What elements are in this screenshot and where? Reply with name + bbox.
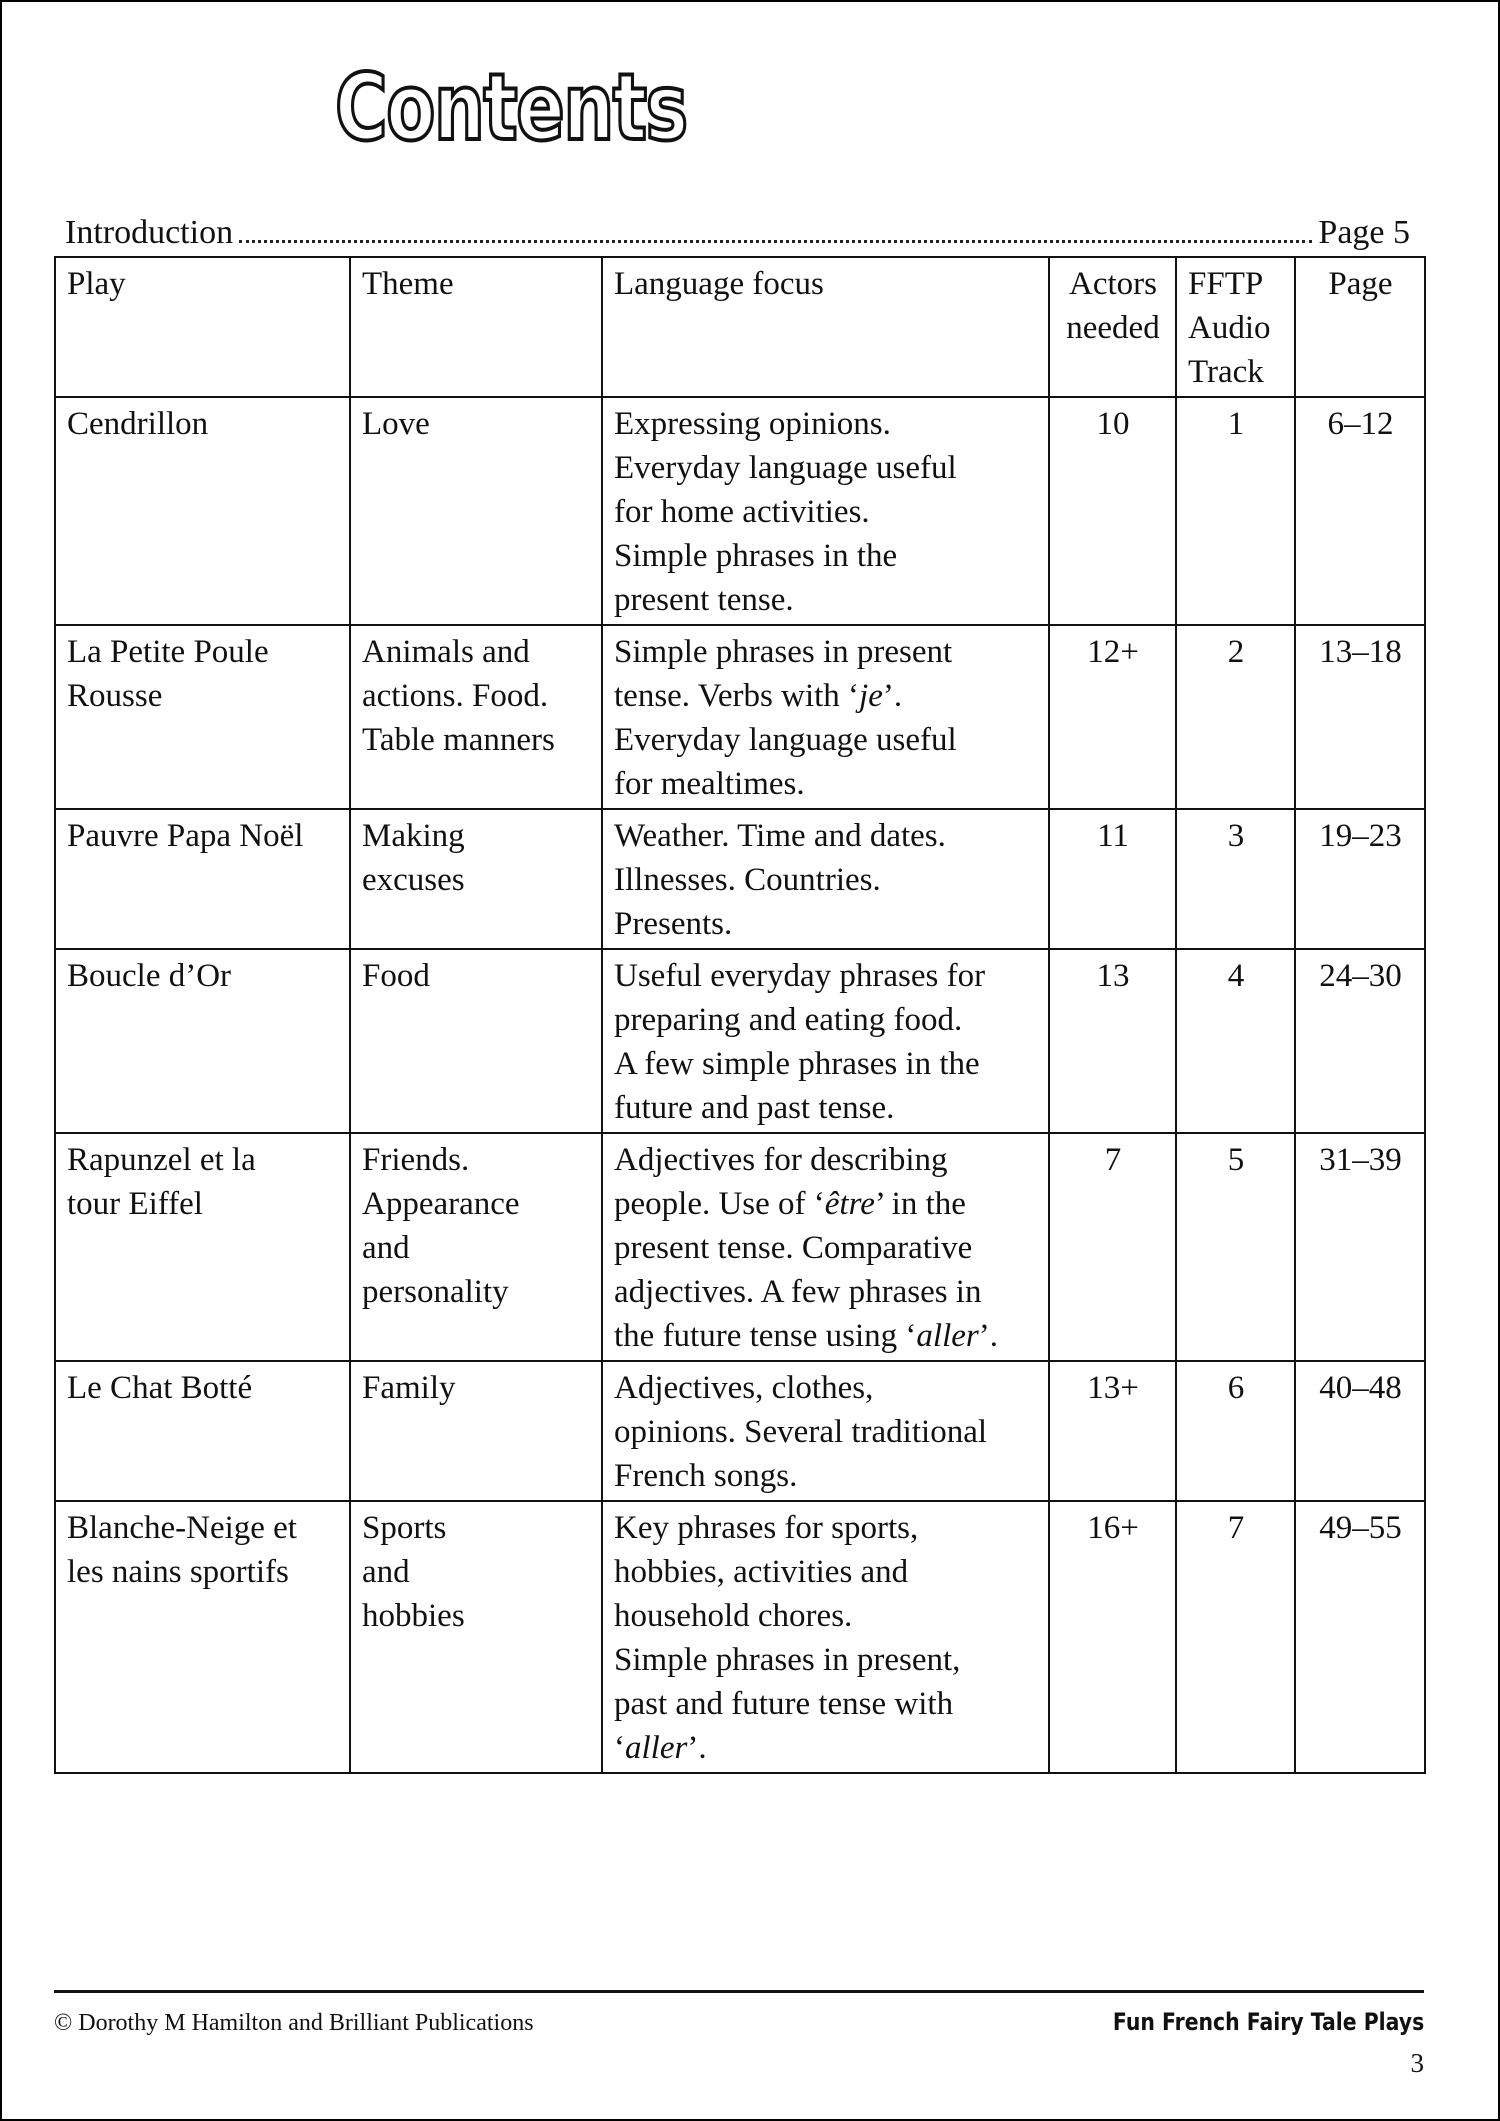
play-cell <box>55 625 350 809</box>
focus-cell <box>602 1501 1049 1773</box>
actors-cell: 7 <box>1049 1133 1176 1361</box>
audio-track-cell: 3 <box>1176 809 1295 949</box>
play-cell-line: Blanche-Neige et <box>67 1510 297 1546</box>
focus-cell-line: Expressing opinions. <box>614 406 891 442</box>
actors-cell: 11 <box>1049 809 1176 949</box>
audio-track-cell: 7 <box>1176 1501 1295 1773</box>
pages-cell: 24–30 <box>1295 949 1425 1133</box>
header-theme: Theme <box>350 257 602 397</box>
table-row <box>55 1133 1425 1361</box>
theme-cell <box>350 949 602 1133</box>
theme-cell-line: and <box>362 1230 410 1266</box>
table-header-row <box>55 257 1425 397</box>
footer-divider <box>54 1990 1424 1993</box>
focus-cell-line: Everyday language useful <box>614 450 957 486</box>
focus-cell-line: Presents. <box>614 906 733 942</box>
intro-label: Introduction <box>65 214 234 251</box>
focus-cell <box>602 809 1049 949</box>
focus-cell-line: French songs. <box>614 1458 798 1494</box>
focus-cell-line: opinions. Several traditional <box>614 1414 988 1450</box>
play-cell-line: tour Eiffel <box>67 1186 203 1222</box>
table-row <box>55 1361 1425 1501</box>
pages-cell: 13–18 <box>1295 625 1425 809</box>
focus-cell-line: Key phrases for sports, <box>614 1510 919 1546</box>
audio-track-cell: 5 <box>1176 1133 1295 1361</box>
theme-cell-line: Making <box>362 818 465 854</box>
theme-cell-line: Appearance <box>362 1186 520 1222</box>
theme-cell-line: and <box>362 1554 410 1590</box>
actors-cell: 12+ <box>1049 625 1176 809</box>
focus-cell <box>602 625 1049 809</box>
focus-cell-line: Everyday language useful <box>614 722 957 758</box>
theme-cell <box>350 397 602 625</box>
actors-cell: 13+ <box>1049 1361 1176 1501</box>
theme-cell-line: Animals and <box>362 634 530 670</box>
focus-cell-line: Weather. Time and dates. <box>614 818 946 854</box>
focus-cell-line: tense. Verbs with ‘je’. <box>614 678 903 714</box>
play-cell-line: La Petite Poule <box>67 634 269 670</box>
header-actors <box>1049 257 1176 397</box>
focus-cell-line: Simple phrases in the <box>614 538 898 574</box>
theme-cell-line: Table manners <box>362 722 555 758</box>
focus-cell-line: hobbies, activities and <box>614 1554 909 1590</box>
header-line: Track <box>1188 354 1264 390</box>
play-cell <box>55 1361 350 1501</box>
theme-cell-line: excuses <box>362 862 465 898</box>
table-body <box>55 397 1425 1773</box>
play-cell <box>55 1133 350 1361</box>
theme-cell-line: Sports <box>362 1510 447 1546</box>
theme-cell-line: Love <box>362 406 430 442</box>
audio-track-cell: 1 <box>1176 397 1295 625</box>
table-row <box>55 809 1425 949</box>
play-cell-line: Pauvre Papa Noël <box>67 818 304 854</box>
contents-table <box>54 256 1426 1774</box>
intro-line <box>65 212 1410 252</box>
page-title: Contents <box>335 54 687 161</box>
focus-cell <box>602 949 1049 1133</box>
focus-cell-line: A few simple phrases in the <box>614 1046 980 1082</box>
pages-cell: 6–12 <box>1295 397 1425 625</box>
audio-track-cell: 4 <box>1176 949 1295 1133</box>
theme-cell-line: hobbies <box>362 1598 465 1634</box>
theme-cell <box>350 625 602 809</box>
actors-cell: 16+ <box>1049 1501 1176 1773</box>
header-line: Actors <box>1069 266 1157 302</box>
header-page: Page <box>1295 257 1425 397</box>
play-cell <box>55 1501 350 1773</box>
copyright-text: © Dorothy M Hamilton and Brilliant Publications <box>54 2010 534 2036</box>
dot-leader <box>239 240 1312 243</box>
header-line: FFTP <box>1188 266 1264 302</box>
page-number: 3 <box>1410 2048 1424 2078</box>
theme-cell-line: Friends. <box>362 1142 470 1178</box>
pages-cell: 49–55 <box>1295 1501 1425 1773</box>
focus-cell-line: household chores. <box>614 1598 853 1634</box>
header-play: Play <box>55 257 350 397</box>
play-cell-line: Le Chat Botté <box>67 1370 253 1406</box>
play-cell <box>55 949 350 1133</box>
focus-cell <box>602 1133 1049 1361</box>
focus-cell-line: preparing and eating food. <box>614 1002 963 1038</box>
intro-page: Page 5 <box>1318 214 1410 251</box>
focus-cell-line: present tense. <box>614 582 794 618</box>
header-line: Audio <box>1188 310 1271 346</box>
focus-cell-line: Useful everyday phrases for <box>614 958 986 994</box>
focus-cell-line: for home activities. <box>614 494 870 530</box>
focus-cell-line: people. Use of ‘être’ in the <box>614 1186 966 1222</box>
header-line: needed <box>1066 310 1160 346</box>
table-row <box>55 397 1425 625</box>
theme-cell <box>350 1361 602 1501</box>
focus-cell <box>602 397 1049 625</box>
header-audio-track <box>1176 257 1295 397</box>
audio-track-cell: 6 <box>1176 1361 1295 1501</box>
focus-cell-line: Adjectives, clothes, <box>614 1370 874 1406</box>
table-row <box>55 1501 1425 1773</box>
actors-cell: 10 <box>1049 397 1176 625</box>
focus-cell-line: ‘aller’. <box>614 1730 707 1766</box>
focus-cell-line: future and past tense. <box>614 1090 895 1126</box>
theme-cell <box>350 1501 602 1773</box>
focus-cell-line: Simple phrases in present, <box>614 1642 961 1678</box>
play-cell-line: Cendrillon <box>67 406 209 442</box>
table-row <box>55 625 1425 809</box>
pages-cell: 19–23 <box>1295 809 1425 949</box>
focus-cell-line: adjectives. A few phrases in <box>614 1274 982 1310</box>
focus-cell-line: for mealtimes. <box>614 766 805 802</box>
play-cell-line: Boucle d’Or <box>67 958 232 994</box>
audio-track-cell: 2 <box>1176 625 1295 809</box>
header-language-focus: Language focus <box>602 257 1049 397</box>
focus-cell-line: present tense. Comparative <box>614 1230 973 1266</box>
theme-cell-line: Family <box>362 1370 456 1406</box>
actors-cell: 13 <box>1049 949 1176 1133</box>
theme-cell-line: Food <box>362 958 430 994</box>
pages-cell: 40–48 <box>1295 1361 1425 1501</box>
book-title: Fun French Fairy Tale Plays <box>1112 2008 1424 2036</box>
theme-cell <box>350 809 602 949</box>
theme-cell-line: actions. Food. <box>362 678 549 714</box>
focus-cell-line: Illnesses. Countries. <box>614 862 881 898</box>
pages-cell: 31–39 <box>1295 1133 1425 1361</box>
focus-cell <box>602 1361 1049 1501</box>
theme-cell-line: personality <box>362 1274 509 1310</box>
play-cell-line: Rousse <box>67 678 163 714</box>
play-cell-line: les nains sportifs <box>67 1554 289 1590</box>
play-cell <box>55 809 350 949</box>
focus-cell-line: Simple phrases in present <box>614 634 953 670</box>
table-row <box>55 949 1425 1133</box>
focus-cell-line: past and future tense with <box>614 1686 954 1722</box>
play-cell <box>55 397 350 625</box>
focus-cell-line: Adjectives for describing <box>614 1142 948 1178</box>
play-cell-line: Rapunzel et la <box>67 1142 256 1178</box>
theme-cell <box>350 1133 602 1361</box>
focus-cell-line: the future tense using ‘aller’. <box>614 1318 998 1354</box>
